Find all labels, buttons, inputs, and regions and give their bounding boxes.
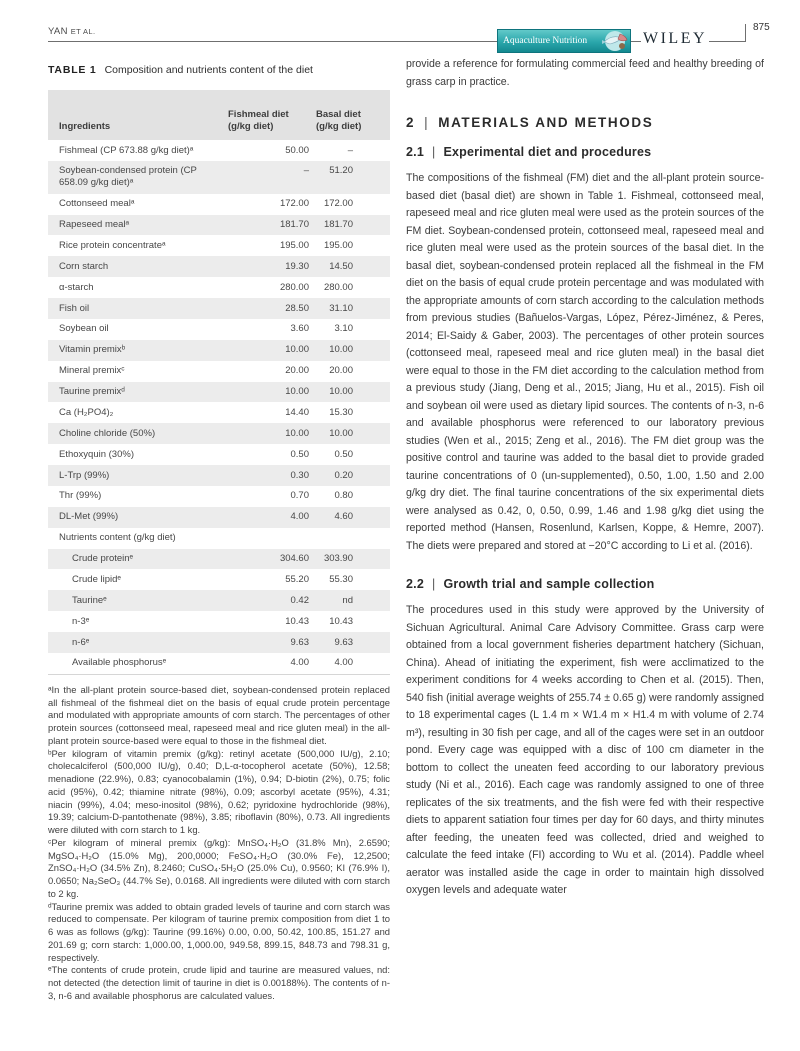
table-caption <box>48 64 390 76</box>
table-row <box>48 140 390 161</box>
basal-diet-value: 172.00 <box>323 198 353 210</box>
ingredient-cell: Rice protein concentrateᵃ <box>59 239 166 251</box>
fishmeal-diet-value: 10.43 <box>285 615 309 627</box>
ingredient-cell: Soybean-condensed protein (CP 658.09 g/kg diet)ᵃ <box>59 165 197 189</box>
ingredient-cell: DL-Met (99%) <box>59 511 119 523</box>
fishmeal-diet-value: 20.00 <box>285 365 309 377</box>
fish-illustration-icon <box>598 30 630 52</box>
ingredient-cell: Fishmeal (CP 673.88 g/kg diet)ᵃ <box>59 144 194 156</box>
table-row <box>48 528 390 549</box>
paragraph-growth-trial: The procedures used in this study were approved by the University of Sichuan Agricultural. Animal Care Advisory Committee. Grass carp were obtained from a local government fisheries department hatchery (Sichuan, China). Ahead of initiating the experiment, fish were acclimatized to the experiment conditions for 4 weeks according to Chen et al. (2015). Then, 540 fish (initial average weights of 255.74 ± 0.65 g) were randomly assigned to 18 experimental cages (L 1.4 m × W1.4 m × H1.4 m with volume of 2.74 m³), resulting in 30 fish per cage, and all of the cages were set in an outdoor pond. Every cage was equipped with a disc of 100 cm diameter in the bottom to collect the uneaten feed according to our laboratory previous study (Ni et al., 2016). Each cage was randomly assigned to one of three replicates of the six treatments, and the fish were fed with their respective diets to apparent satiation four times per day for 60 days, and thirty minutes after feeding, the uneaten feed was collected, dried and weighed to calculate the feed intake (FI) according to Wu et al. (2014). Paddle wheel aerator was installed aside the cage in order to maintain high dissolved oxygen levels and adequate water <box>406 604 764 896</box>
running-head-authors: YAN <box>48 26 68 37</box>
table-row <box>48 569 390 590</box>
publisher-logo: WILEY <box>643 30 708 47</box>
ingredient-cell: α-starch <box>59 281 94 293</box>
ingredient-cell: Fish oil <box>59 302 90 314</box>
fishmeal-diet-value: – <box>303 165 309 177</box>
basal-diet-value: 9.63 <box>334 636 353 648</box>
fishmeal-diet-value: 10.00 <box>285 386 309 397</box>
left-column <box>48 60 390 1003</box>
right-column <box>406 56 764 900</box>
table-row <box>48 361 390 382</box>
table-footnote: ᶜPer kilogram of mineral premix (g/kg): MnSO₄·H₂O (31.8% Mn), 2.6590; MgSO₄·H₂O (15.0% Mg), 200,0000; FeSO₄·H₂O (30.0% Fe), 12,2500; ZnSO₄·H₂O (34.5% Zn), 8.2460; CuSO₄·5H₂O (25.0% Cu), 0.9560; KI (76.9% I), 0.0650; Na₂SeO₃ (44.7% Se), 0.0168. All ingredients were diluted with corn starch to 2 kg. <box>48 836 390 899</box>
heading-divider: | <box>431 145 436 159</box>
ingredient-cell: Vitamin premixᵇ <box>59 344 126 356</box>
fishmeal-diet-value: 4.00 <box>290 657 309 669</box>
basal-diet-value: 0.50 <box>334 448 353 460</box>
basal-diet-value: 51.20 <box>329 165 353 177</box>
subsection-heading-experimental-diet <box>406 145 764 159</box>
fishmeal-diet-value: 55.20 <box>285 573 309 585</box>
basal-diet-value: 4.60 <box>334 511 353 523</box>
basal-diet-value: 0.80 <box>334 490 353 502</box>
page-number-divider <box>745 24 746 42</box>
basal-diet-value: 3.10 <box>334 323 353 335</box>
table-row <box>48 382 390 403</box>
basal-diet-value: 15.30 <box>329 406 353 418</box>
header-rule-dash2 <box>709 41 745 42</box>
journal-title: Aquaculture Nutrition <box>503 36 588 46</box>
ingredient-cell: Ca (H₂PO4)₂ <box>59 406 114 418</box>
table-header-row <box>48 90 390 140</box>
fishmeal-diet-value: 0.30 <box>290 469 309 481</box>
ingredient-cell: Soybean oil <box>59 323 109 335</box>
fishmeal-diet-value: 195.00 <box>279 239 309 251</box>
basal-diet-value: 303.90 <box>323 553 353 564</box>
basal-diet-value: 195.00 <box>323 239 353 251</box>
ingredient-cell: Nutrients content (g/kg diet) <box>59 532 176 544</box>
ingredient-cell: Taurine premixᵈ <box>59 386 125 397</box>
basal-diet-value: 55.30 <box>329 573 353 585</box>
fishmeal-diet-value: 3.60 <box>290 323 309 335</box>
basal-diet-value: 31.10 <box>329 302 353 314</box>
table-row <box>48 465 390 486</box>
basal-diet-value: 0.20 <box>334 469 353 481</box>
basal-diet-value: – <box>347 144 353 156</box>
table-row <box>48 298 390 319</box>
basal-diet-value: 10.00 <box>329 386 353 397</box>
page-header <box>0 0 800 56</box>
basal-diet-value: 10.43 <box>329 615 353 627</box>
table-footnotes <box>48 684 390 1003</box>
fishmeal-diet-value: 10.00 <box>285 344 309 356</box>
header-rule <box>48 41 497 42</box>
heading-divider: | <box>424 115 430 130</box>
ingredient-cell: Ethoxyquin (30%) <box>59 448 134 460</box>
fishmeal-diet-value: 10.00 <box>285 427 309 439</box>
subsection-title: Experimental diet and procedures <box>443 145 652 159</box>
table-row <box>48 486 390 507</box>
subsection-title: Growth trial and sample collection <box>443 577 655 591</box>
ingredient-cell: Taurineᵉ <box>72 594 107 606</box>
table-caption-text: Composition and nutrients content of the diet <box>104 64 313 76</box>
running-head <box>48 26 95 37</box>
fishmeal-diet-value: 172.00 <box>279 198 309 210</box>
table-footnote: ᵉThe contents of crude protein, crude lipid and taurine are measured values, nd: not detected (the detection limit of taurine in diet is 0.00188%). The contents of n-3, n-6 and available phosphorus are calculated values. <box>48 964 390 1001</box>
basal-diet-value: 20.00 <box>329 365 353 377</box>
ingredient-cell: Choline chloride (50%) <box>59 427 156 439</box>
table-row <box>48 653 390 674</box>
table-row <box>48 444 390 465</box>
basal-diet-value: 10.00 <box>329 344 353 356</box>
subsection-number: 2.2 <box>406 577 424 591</box>
table-row <box>48 423 390 444</box>
fishmeal-diet-value: 0.70 <box>290 490 309 502</box>
table-row <box>48 235 390 256</box>
basal-diet-value: 280.00 <box>323 281 353 293</box>
table-row <box>48 549 390 570</box>
table-row <box>48 632 390 653</box>
basal-diet-value: 4.00 <box>334 657 353 669</box>
ingredient-cell: Corn starch <box>59 260 109 272</box>
basal-diet-value: 10.00 <box>329 427 353 439</box>
fishmeal-diet-value: 14.40 <box>285 406 309 418</box>
ingredient-cell: Crude lipidᵉ <box>72 573 121 585</box>
column-header-fishmeal-diet: Fishmeal diet (g/kg diet) <box>228 109 289 133</box>
ingredient-cell: n-6ᵉ <box>72 636 90 648</box>
header-rule-dash <box>631 41 641 42</box>
table-row <box>48 194 390 215</box>
table-row <box>48 507 390 528</box>
intro-paragraph: provide a reference for formulating commercial feed and healthy breeding of grass carp in practice. <box>406 58 764 88</box>
fishmeal-diet-value: 9.63 <box>290 636 309 648</box>
ingredient-cell: Thr (99%) <box>59 490 102 502</box>
table-row <box>48 215 390 236</box>
fishmeal-diet-value: 304.60 <box>279 553 309 564</box>
fishmeal-diet-value: 0.50 <box>290 448 309 460</box>
table-footnote: ᵃIn the all-plant protein source-based diet, soybean-condensed protein replaced all fishmeal of the fishmeal diet on the basis of equal crude protein percentage and modulated with appropriate amounts of corn starch. The percentages of other protein sources (cottonseed meal, rapeseed meal and rice gluten meal) in the all-plant protein source-based were equal to those in the fishmeal diet. <box>48 683 390 746</box>
table-row <box>48 319 390 340</box>
fishmeal-diet-value: 28.50 <box>285 302 309 314</box>
table-row <box>48 340 390 361</box>
ingredient-cell: Crude proteinᵉ <box>72 553 134 564</box>
subsection-heading-growth-trial <box>406 577 764 591</box>
diet-table <box>48 90 390 675</box>
ingredient-cell: Rapeseed mealᵃ <box>59 219 130 230</box>
basal-diet-value: nd <box>342 594 353 606</box>
ingredient-cell: L-Trp (99%) <box>59 469 110 481</box>
fishmeal-diet-value: 280.00 <box>279 281 309 293</box>
heading-divider: | <box>431 577 436 591</box>
basal-diet-value: 14.50 <box>329 260 353 272</box>
fishmeal-diet-value: 181.70 <box>279 219 309 230</box>
table-label: TABLE 1 <box>48 64 97 76</box>
ingredient-cell: Cottonseed mealᵃ <box>59 198 135 210</box>
ingredient-cell: Mineral premixᶜ <box>59 365 125 377</box>
table-row <box>48 402 390 423</box>
ingredient-cell: Available phosphorusᵉ <box>72 657 167 669</box>
table-row <box>48 277 390 298</box>
basal-diet-value: 181.70 <box>323 219 353 230</box>
ingredient-cell: n-3ᵉ <box>72 615 90 627</box>
table-footnote: ᵈTaurine premix was added to obtain graded levels of taurine and corn starch was reduced to compensate. Per kilogram of taurine premix composition from diet 1 to 6 was as follows (g/kg): Taurine (99.16%) 0.00, 0.00, 50.42, 100.85, 151.27 and 201.69 g; corn starch: 1,000.00, 1,000.00, 949.58, 899.15, 848.73 and 798.31 g, respectively. <box>48 900 390 963</box>
table-row <box>48 161 390 194</box>
page-number: 875 <box>753 22 770 33</box>
running-head-suffix: ET AL. <box>70 27 96 36</box>
fishmeal-diet-value: 19.30 <box>285 260 309 272</box>
column-header-ingredients: Ingredients <box>59 121 111 133</box>
table-body <box>48 140 390 674</box>
journal-badge <box>497 29 631 53</box>
subsection-number: 2.1 <box>406 145 424 159</box>
table-row <box>48 590 390 611</box>
fishmeal-diet-value: 0.42 <box>290 594 309 606</box>
table-row <box>48 611 390 632</box>
paragraph-experimental-diet: The compositions of the fishmeal (FM) diet and the all-plant protein source-based diet (basal diet) are shown in Table 1. Fishmeal, cottonseed meal, rapeseed meal and rice gluten meal were used as the protein sources of the FM diet. Soybean-condensed protein, cottonseed meal, rapeseed meal and rice gluten meal were used as the protein sources of the basal diet. In the basal diet, soybean-condensed protein replaced all the fishmeal in the FM diet on the basis of equal crude protein percentage and was modulated with the appropriate amounts of corn starch according to the calculation methods from previous studies (Bañuelos-Vargas, López, Pérez-Jiménez, & Peres, 2014; El-Saidy & Gaber, 2003). The percentages of other protein sources (cottonseed meal, rapeseed meal and rice gluten meal) in the basal diet were equal to those in the FM diet according to the calculation method from a previous study (Jiang, Deng et al., 2015; Jiang, Hu et al., 2015). Fish oil and soybean oil were used as dietary lipid sources. The contents of n-3, n-6 and available phosphorus were referenced to our laboratory previous studies (Wen et al., 2015; Zeng et al., 2016). The FM diet group was the positive control and taurine was added to the basal diet to provide graded taurine concentrations of 0 (un-supplemented), 0.50, 1.00, 1.50 and 2.00 g/kg dry diet. The final taurine concentrations of the six experimental diets were analysed as 0.42, 0, 0.50, 0.99, 1.46 and 1.98 g/kg diet using the reported method (Hansen, Rosenlund, Karlsen, Koppe, & Hemre, 2007). The diets were prepared and stored at −20°C according to Li et al. (2016). <box>406 172 764 552</box>
section-heading-materials-and-methods <box>406 115 764 130</box>
column-header-basal-diet: Basal diet (g/kg diet) <box>316 109 362 133</box>
table-footnote: ᵇPer kilogram of vitamin premix (g/kg): retinyl acetate (500,000 IU/g), 2.10; cholecalciferol (500,000 IU/g), 0.40; D,L-α-tocopherol acetate (50%), 12.58; menadione (22.9%), 0.83; cyanocobalamin (1%), 0.94; D-biotin (2%), 0.75; folic acid (95%), 0.42; thiamine nitrate (98%), 0.09; ascorbyl acetate (95%), 4.31; niacin (99%), 4.04; meso-inositol (98%), 0.62; pyridoxine hydrochloride (98%), 19.39; calcium-D-pantothenate (98%), 3.85; riboflavin (80%), 0.73. All ingredients were diluted with corn starch to 1 kg. <box>48 747 390 835</box>
fishmeal-diet-value: 50.00 <box>285 144 309 156</box>
section-title: MATERIALS AND METHODS <box>438 115 654 130</box>
table-row <box>48 256 390 277</box>
section-number: 2 <box>406 115 416 130</box>
fishmeal-diet-value: 4.00 <box>290 511 309 523</box>
